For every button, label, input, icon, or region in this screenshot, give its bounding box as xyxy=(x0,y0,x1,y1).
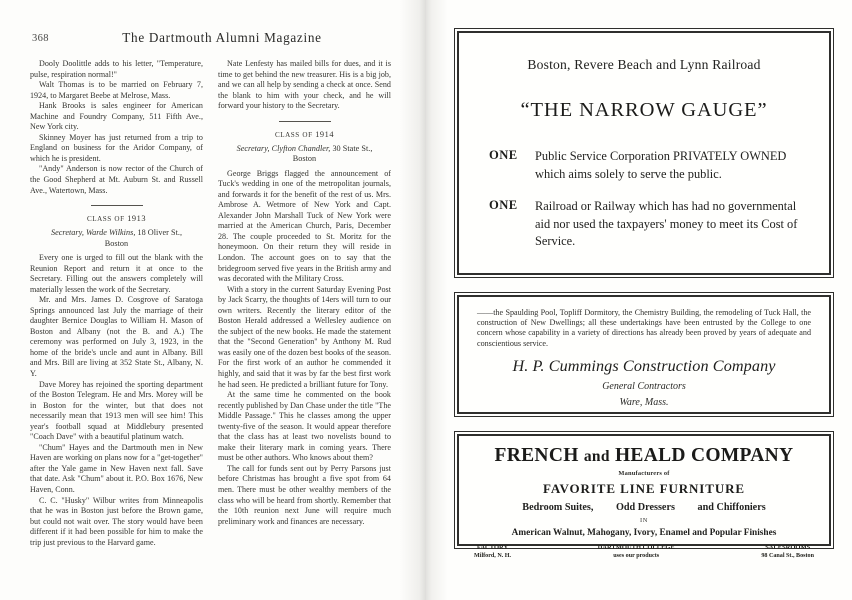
point-marker: ONE xyxy=(489,198,518,212)
class-year: 1913 xyxy=(127,214,147,224)
railroad-point xyxy=(475,148,813,183)
of-word: OF xyxy=(114,215,125,224)
secretary-line-1914 xyxy=(218,144,391,165)
class-word: CLASS xyxy=(274,130,300,139)
secretary-label: Secretary, xyxy=(236,143,270,153)
paragraph: Walt Thomas is to be married on February 7, 1924, to Margaret Beebe at Melrose, Mass. xyxy=(30,80,203,100)
product-list xyxy=(470,502,818,513)
class-heading-1914 xyxy=(218,130,391,141)
factory-label: FACTORY xyxy=(476,544,509,551)
paragraph: Nate Lenfesty has mailed bills for dues, and it is time to get behind the new treasurer. His is a big job, and we can all help by sending a check at once. Send the blank to him with your check, and he will forward your history to the Secretary. xyxy=(218,59,391,111)
product-item: Bedroom Suites, xyxy=(522,502,594,513)
secretary-name: Warde Wilkins, xyxy=(86,228,136,238)
paragraph: Hank Brooks is sales engineer for American Machine and Foundry Company, 511 Fifth Ave., New York city. xyxy=(30,101,203,132)
paragraph: "Andy" Anderson is now rector of the Church of the Good Shepherd at Mt. Auburn St. and Russell Ave., Watertown, Mass. xyxy=(30,164,203,195)
paragraph: With a story in the current Saturday Evening Post by Jack Scarry, the thoughts of 14ers will turn to our own writers. Recently the literary editor of the Boston Herald addressed a Wellesley audience on the subject of the new books. He made the statement that the "Second Generation" by Anthony M. Rud was easily one of the dozen best books of the season. For the first work of an author he commended it highly, and said that it was by far the best first work he had seen. He predicted a brilliant future for Tony. xyxy=(218,284,391,389)
ad-content xyxy=(459,436,829,567)
paragraph: Dave Morey has rejoined the sporting department of the Boston Telegram. He and Mrs. Morey will be in Boston for the winter, but that does not necessarily mean that 1913 men will see him! This year's football squad at Middlebury presented "Coach Dave" with a beautiful platinum watch. xyxy=(30,379,203,442)
finishes-list: American Walnut, Mahogany, Ivory, Enamel and Popular Finishes xyxy=(511,528,777,538)
section-divider-rule xyxy=(279,121,331,122)
salesrooms-block xyxy=(761,544,814,560)
paragraph: Every one is urged to fill out the blank with the Reunion Report and return it at once to the Secretary. Filling out the answers completely will materially lessen the work of the Secretary. xyxy=(30,252,203,294)
secretary-city: Boston xyxy=(292,154,317,164)
secretary-city: Boston xyxy=(104,238,129,248)
paragraph: Skinney Moyer has just returned from a trip to England on business for the Aridor Company, of which he is president. xyxy=(30,132,203,163)
railroad-company-name: Boston, Revere Beach and Lynn Railroad xyxy=(527,57,761,72)
secretary-line-1913 xyxy=(30,228,203,249)
cummings-company-name: H. P. Cummings Construction Company xyxy=(512,356,776,375)
paragraph: C. C. "Husky" Wilbur writes from Minneapolis that he was in Boston just before the Brown game, but could not wait over. The story would have been different if it had been possible for him to make the trip just previous to the Harvard game. xyxy=(30,495,203,547)
product-item: Odd Dressers xyxy=(615,502,675,513)
factory-block xyxy=(474,544,511,560)
ad-content xyxy=(459,297,829,416)
advertisement-cummings-construction xyxy=(454,292,834,417)
paragraph: Mr. and Mrs. James D. Cosgrove of Saratoga Springs announced last July the marriage of their daughter Bernice Douglas to William H. Mason of Boston and Albany (not the B. and A.) The ceremony was performed on July 3, 1923, in the home of the bride's uncle and aunt in Albany. Bill and Mrs. Bill are living at 352 State St., Albany, N. Y. xyxy=(30,295,203,378)
column-two xyxy=(218,59,391,584)
french-heald-title xyxy=(470,445,818,467)
class-word: CLASS xyxy=(86,215,112,224)
ad-content xyxy=(459,33,829,264)
paragraph: "Chum" Hayes and the Dartmouth men in New Haven are working on plans now for a "get-together" after the Yale game in New Haven next fall. Save that date. Ask "Chum" about it. P.O. Box 1676, New Haven, Conn. xyxy=(30,442,203,494)
ad-border-inner xyxy=(457,31,831,275)
advertisement-railroad xyxy=(454,28,834,278)
class-year: 1914 xyxy=(315,129,335,139)
salesrooms-label: SALESROOMS xyxy=(765,544,811,551)
masthead xyxy=(30,30,400,50)
secretary-address: 30 State St., xyxy=(332,143,373,153)
paragraph: Dooly Doolittle adds to his letter, "Temperature, pulse, respiration normal!" xyxy=(30,59,203,79)
of-word: OF xyxy=(302,130,313,139)
right-page xyxy=(426,0,852,600)
magazine-title: The Dartmouth Alumni Magazine xyxy=(122,30,322,45)
college-block xyxy=(598,544,675,560)
class-heading-1913 xyxy=(30,214,203,225)
page-number: 368 xyxy=(32,33,49,44)
paragraph: George Briggs flagged the announcement of Tuck's wedding in one of the metropolitan journals, and forwards it for the benefit of the rest of us. Mrs. Ambrose A. Wetmore of New York and Capt. Alexander John Marshall Tuck of New York were married at the American Church, Paris, December 28. The couple proceeded to St. Moritz for the honeymoon. On their return they will reside in London. The account goes on to say that the bridegroom served five years in the British army and was decorated with the Military Cross. xyxy=(218,168,391,284)
salesrooms-address: 98 Canal St., Boston xyxy=(761,553,814,559)
ad-border-inner xyxy=(457,434,831,559)
college-note: uses our products xyxy=(613,553,660,559)
column-one xyxy=(30,59,203,584)
manufacturers-label: Manufacturers of xyxy=(618,470,670,477)
paragraph: At the same time he commented on the book recently published by Dan Chase under the title "The Middle Passage." This he classes among the upper twenty-five of the season. It would appear therefore that the class has at least two novelists bound to make their literary mark in coming years. There must be other authors. Who knows about them? xyxy=(218,390,391,463)
factory-address: Milford, N. H. xyxy=(474,553,512,559)
point-text: Railroad or Railway which has had no governmental aid nor used the taxpayers' money to meet its Cost of Service. xyxy=(535,199,798,248)
secretary-label: Secretary, xyxy=(50,228,84,238)
cummings-city: Ware, Mass. xyxy=(619,396,669,408)
secretary-address: 18 Oliver St., xyxy=(137,228,183,238)
cummings-description: ——the Spaulding Pool, Topliff Dormitory, the Chemistry Building, the remodeling of Tuck Hall, the construction of New Dwellings; all these undertakings have been entrusted by the College to one concern whose capability in a variety of directions has already been proved by years of adequate and conscientious service. xyxy=(477,308,811,348)
cummings-subtitle: General Contractors xyxy=(602,380,686,392)
paragraph: The call for funds sent out by Perry Parsons just before Christmas has brought a five spot from 64 men. There must be other wealthy members of the class who will be heard from shortly. Remember that the 10th reunion next June will require much preliminary work and finances are necessary. xyxy=(218,463,391,526)
french-heald-footer xyxy=(470,544,818,560)
ad-border-inner xyxy=(457,295,831,414)
product-line-name: FAVORITE LINE FURNITURE xyxy=(543,481,745,496)
section-divider-rule xyxy=(91,205,143,206)
text-columns xyxy=(30,59,400,584)
advertisement-french-heald xyxy=(454,431,834,559)
railroad-slogan: “THE NARROW GAUGE” xyxy=(520,99,768,121)
product-item: and Chiffoniers xyxy=(697,502,766,513)
point-marker: ONE xyxy=(489,148,518,162)
title-part-heald: HEALD COMPANY xyxy=(614,445,794,466)
point-text: Public Service Corporation PRIVATELY OWNED which aims solely to serve the public. xyxy=(535,149,787,181)
secretary-name: Clyfton Chandler, xyxy=(271,143,331,153)
in-label: IN xyxy=(640,517,648,524)
title-part-french: FRENCH xyxy=(494,445,579,466)
title-conjunction: and xyxy=(583,448,610,465)
railroad-point xyxy=(475,198,813,251)
college-label: DARTMOUTH COLLEGE xyxy=(597,544,675,551)
